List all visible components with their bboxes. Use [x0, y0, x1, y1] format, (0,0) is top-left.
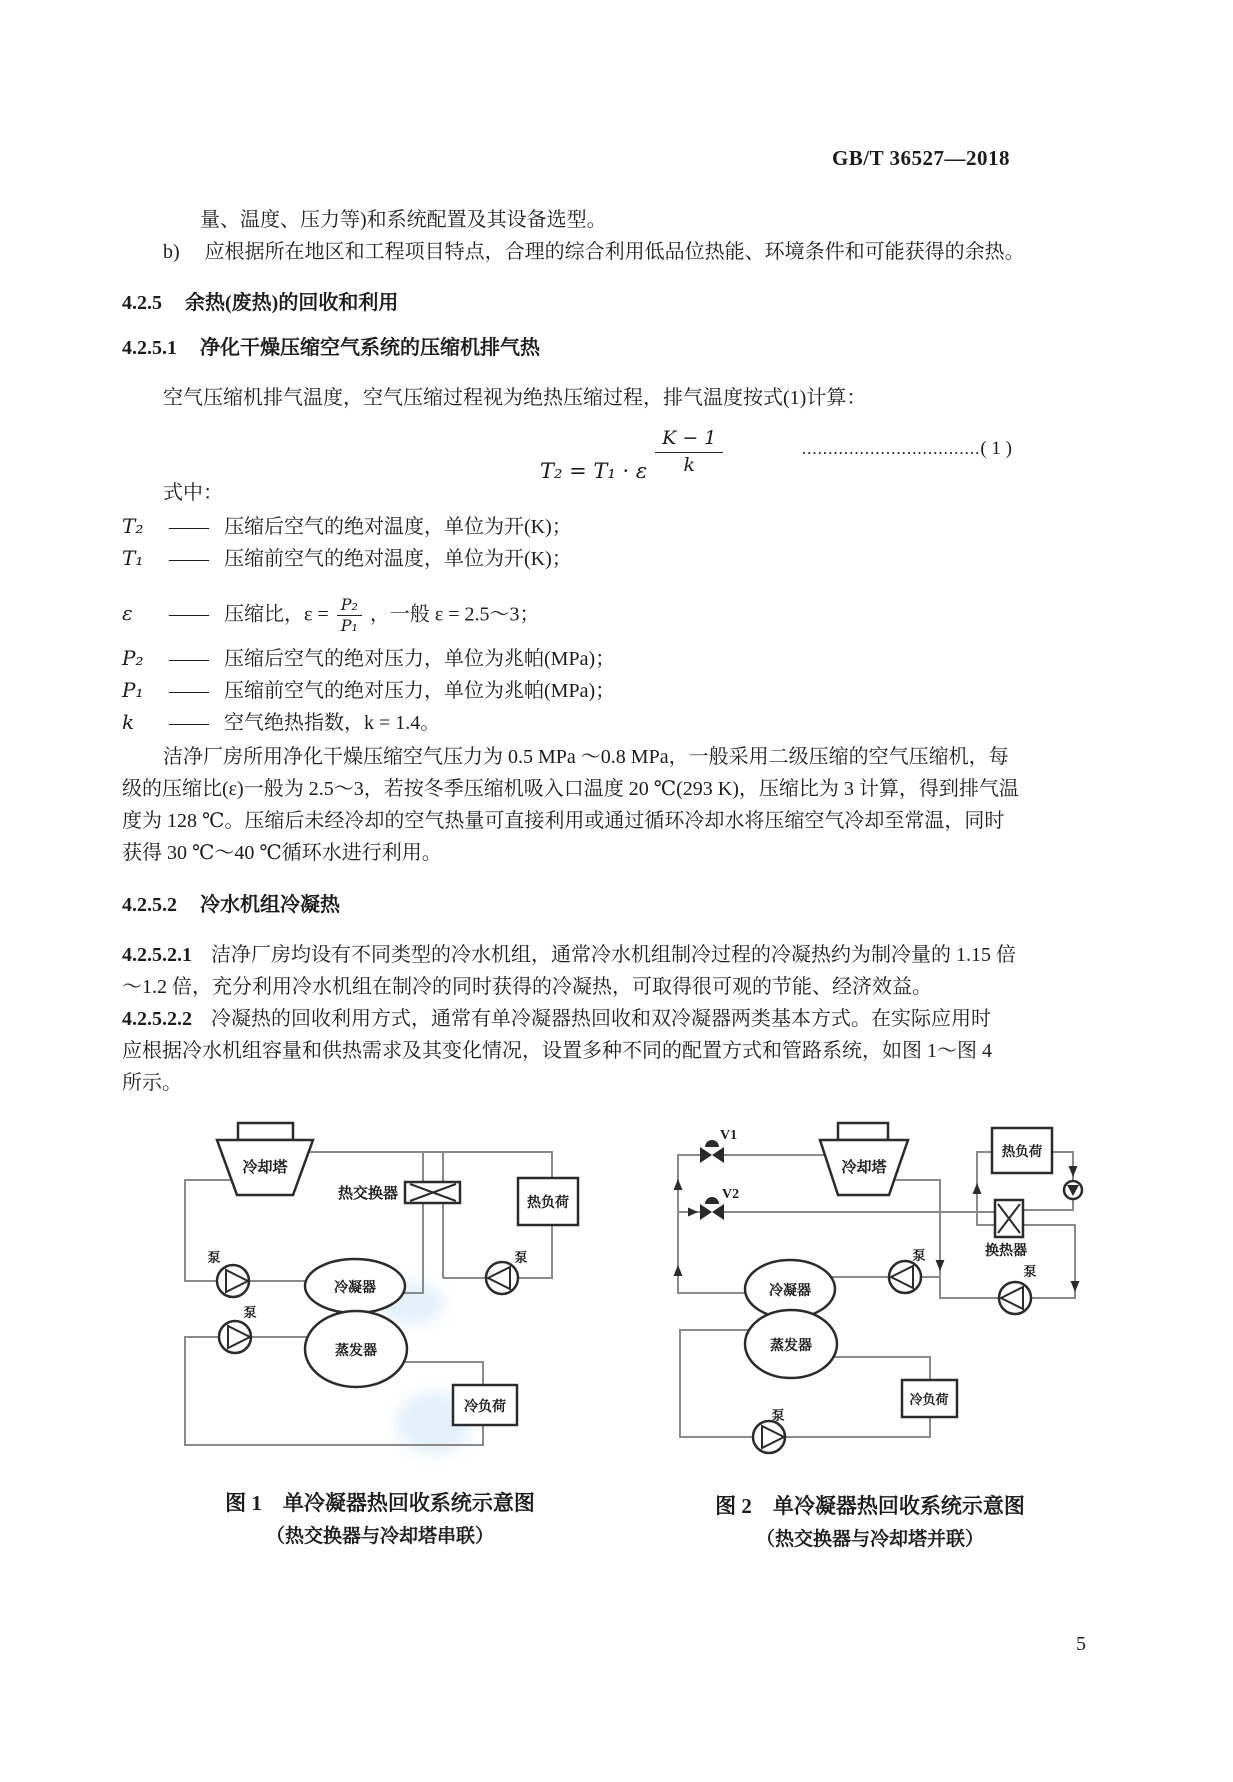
pump-chilled-water — [219, 1305, 257, 1353]
standard-number-header: GB/T 36527—2018 — [831, 146, 1010, 170]
symbol: ε — [122, 601, 133, 626]
pump-chilled-water — [753, 1408, 785, 1453]
pump-label: 泵 — [243, 1305, 257, 1320]
pump-hx-loop — [999, 1264, 1037, 1314]
heat-exchanger-label: 换热器 — [985, 1244, 1027, 1259]
heat-load-label: 热负荷 — [1001, 1144, 1043, 1159]
cooling-tower — [820, 1123, 908, 1195]
dash: —— — [169, 603, 209, 626]
valve-v2 — [700, 1187, 739, 1220]
section-title: 净化干燥压缩空气系统的压缩机排气热 — [200, 337, 540, 359]
pump-label: 泵 — [912, 1248, 926, 1263]
definition-text-pre: 压缩比，ε = — [224, 603, 329, 626]
heat-load-box — [992, 1128, 1052, 1173]
symbol: P₁ — [122, 678, 144, 702]
clause-number: 4.2.5.2.1 — [122, 944, 192, 966]
condenser-label: 冷凝器 — [769, 1284, 811, 1299]
symbol: P₂ — [122, 646, 144, 670]
heat-exchanger-label: 热交换器 — [337, 1186, 398, 1202]
figure1-caption: 图 1 单冷凝器热回收系统示意图 — [225, 1491, 535, 1515]
section-number: 4.2.5.2 — [122, 894, 177, 916]
cooling-tower-label: 冷却塔 — [242, 1160, 288, 1176]
evaporator-label: 蒸发器 — [335, 1344, 377, 1359]
leader-dots: .................................. — [801, 439, 981, 458]
page-number: 5 — [1076, 1633, 1086, 1655]
valve-v2-label: V2 — [722, 1187, 740, 1202]
pump-condenser-water — [889, 1248, 926, 1293]
pressure-ratio-fraction — [337, 596, 362, 636]
definition-text: 压缩后空气的绝对温度，单位为开(K)； — [224, 516, 572, 538]
cooling-tower-label: 冷却塔 — [841, 1160, 887, 1176]
condenser-label: 冷凝器 — [334, 1281, 376, 1296]
cooling-tower — [217, 1123, 313, 1195]
dash: —— — [169, 648, 209, 670]
definition-row — [122, 546, 572, 571]
body-paragraph-line: 获得 30 ℃～40 ℃循环水进行利用。 — [122, 842, 442, 864]
pump-label: 泵 — [771, 1408, 785, 1423]
pump-label: 泵 — [514, 1250, 528, 1265]
heat-load-label: 热负荷 — [527, 1196, 569, 1211]
dash: —— — [169, 680, 209, 702]
clause-number: 4.2.5.2.2 — [122, 1008, 192, 1030]
section-heading-425 — [122, 291, 398, 315]
pump-label: 泵 — [1023, 1264, 1037, 1279]
section-heading-4252 — [122, 893, 340, 917]
heat-load-box — [518, 1178, 578, 1225]
body-paragraph-line: 洁净厂房所用净化干燥压缩空气压力为 0.5 MPa ～0.8 MPa，一般采用二级压缩的空气压缩机，每 — [163, 746, 1009, 768]
paragraph-42521 — [122, 943, 1016, 967]
valve-v1 — [700, 1128, 737, 1163]
equation-exponent-fraction — [655, 428, 723, 477]
clause-text: 洁净厂房均设有不同类型的冷水机组，通常冷水机组制冷过程的冷凝热约为制冷量的 1.15 倍 — [211, 944, 1016, 966]
pump-label: 泵 — [207, 1250, 221, 1265]
pump-condenser-water — [207, 1250, 249, 1297]
formula-intro-paragraph: 空气压缩机排气温度，空气压缩过程视为绝热压缩过程，排气温度按式(1)计算： — [163, 387, 867, 409]
where-label: 式中： — [163, 482, 223, 504]
body-paragraph-line: 级的压缩比(ε)一般为 2.5～3，若按冬季压缩机吸入口温度 20 ℃(293 K)，压缩比为 3 计算，得到排气温 — [122, 778, 1019, 800]
paragraph-continuation: 量、温度、压力等)和系统配置及其设备选型。 — [200, 209, 607, 231]
cooling-load-box — [902, 1380, 957, 1417]
body-paragraph-line: 度为 128 ℃。压缩后未经冷却的空气热量可直接利用或通过循环冷却水将压缩空气冷却至常温，同时 — [122, 810, 1005, 832]
dash: —— — [169, 516, 209, 538]
definition-text: 压缩前空气的绝对温度，单位为开(K)； — [224, 548, 572, 570]
section-number: 4.2.5 — [122, 292, 162, 314]
exponent-numerator: K − 1 — [655, 428, 723, 453]
evaporator-label: 蒸发器 — [770, 1339, 812, 1354]
section-heading-4251 — [122, 336, 540, 360]
definition-row — [122, 514, 572, 539]
figure1-caption-sub: （热交换器与冷却塔串联） — [265, 1526, 494, 1547]
exponent-denominator: k — [683, 453, 695, 476]
heat-exchanger — [338, 1182, 460, 1203]
symbol: T₁ — [122, 546, 144, 570]
equation-lhs: T₂ = T₁ · ε — [540, 458, 648, 483]
definition-text: 压缩后空气的绝对压力，单位为兆帕(MPa)； — [224, 648, 616, 670]
cooling-load-box — [453, 1385, 517, 1425]
paragraph-42522-line: 应根据冷水机组容量和供热需求及其变化情况，设置多种不同的配置方式和管路系统，如图 1～图 4 — [122, 1040, 992, 1062]
definition-row-epsilon — [122, 596, 540, 636]
symbol: k — [122, 710, 135, 734]
list-item-b-label: b) — [163, 241, 180, 263]
figure2-caption-sub: （热交换器与冷却塔并联） — [755, 1529, 984, 1550]
figure2-schematic — [640, 1090, 1130, 1470]
definition-row — [122, 710, 440, 735]
fraction-numerator: P₂ — [337, 596, 362, 616]
pump-heat-load — [486, 1250, 528, 1294]
symbol: T₂ — [122, 514, 144, 538]
cooling-load-label: 冷负荷 — [464, 1400, 506, 1415]
dash: —— — [169, 548, 209, 570]
paragraph-42521-line: ～1.2 倍，充分利用冷水机组在制冷的同时获得的冷凝热，可取得很可观的节能、经济效益。 — [122, 976, 932, 998]
section-number: 4.2.5.1 — [122, 337, 177, 359]
equation-1 — [540, 428, 723, 483]
definition-row — [122, 646, 615, 671]
section-title: 冷水机组冷凝热 — [200, 894, 340, 916]
section-title: 余热(废热)的回收和利用 — [185, 292, 399, 314]
figure2-caption: 图 2 单冷凝器热回收系统示意图 — [715, 1494, 1025, 1518]
paragraph-42522-line: 所示。 — [122, 1072, 182, 1094]
equation-number: ( 1 ) — [980, 438, 1012, 459]
definition-text-post: ，一般 ε = 2.5～3； — [369, 603, 540, 626]
paragraph-42522 — [122, 1007, 991, 1031]
clause-text: 冷凝热的回收利用方式，通常有单冷凝器热回收和双冷凝器两类基本方式。在实际应用时 — [211, 1008, 991, 1030]
heat-exchanger — [985, 1200, 1027, 1259]
list-item-b-text: 应根据所在地区和工程项目特点，合理的综合利用低品位热能、环境条件和可能获得的余热。 — [204, 241, 1025, 263]
valve-v1-label: V1 — [720, 1128, 738, 1143]
cooling-load-label: 冷负荷 — [909, 1392, 949, 1407]
definition-row — [122, 678, 615, 703]
definition-text: 空气绝热指数，k = 1.4。 — [224, 712, 441, 734]
dash: —— — [169, 712, 209, 734]
list-item-b — [163, 240, 1025, 264]
definition-text: 压缩前空气的绝对压力，单位为兆帕(MPa)； — [224, 680, 616, 702]
figure1-schematic — [150, 1090, 610, 1470]
pump-heat-load-small — [1064, 1181, 1082, 1199]
equation-leader — [740, 438, 1012, 460]
fraction-denominator: P₁ — [340, 616, 358, 636]
